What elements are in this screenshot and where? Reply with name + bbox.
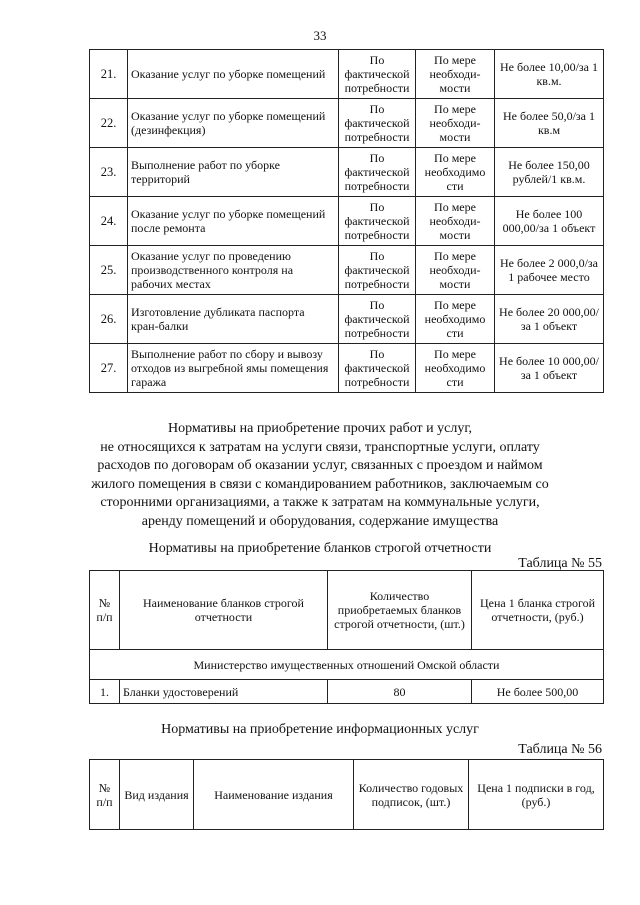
table55-label: Таблица № 55 [518,556,602,571]
row-basis: По фактической потребности [339,295,416,344]
header-price: Цена 1 бланка строгой отчетности, (руб.) [472,571,604,650]
row-price: Не более 10,00/за 1 кв.м. [495,50,604,99]
header-qty: Количество приобретаемых бланков строгой отчетности, (шт.) [328,571,472,650]
row-basis: По фактической потребности [339,50,416,99]
section-heading-line: сторонними организациями, а также к затратам на коммунальные услуги, [100,495,540,510]
header-price: Цена 1 подписки в год, (руб.) [469,760,604,830]
row-frequency: По мере необходи-мости [416,197,495,246]
row-num: 25. [90,246,128,295]
section-heading-line: не относящихся к затратам на услуги связи, транспортные услуги, оплату [100,439,540,455]
table56-label: Таблица № 56 [518,742,602,757]
row-num: 23. [90,148,128,197]
row-basis: По фактической потребности [339,148,416,197]
row-frequency: По мере необходи-мости [416,50,495,99]
header-name: Наименование издания [194,760,354,830]
table-row [90,344,604,393]
row-price: Не более 2 000,0/за 1 рабочее место [495,246,604,295]
table-56 [89,759,604,830]
row-frequency: По мере необходи-мости [416,99,495,148]
table-55 [89,570,604,704]
row-name: Оказание услуг по уборке помещений (дезинфекция) [128,99,339,148]
table56-heading: Нормативы на приобретение информационных услуг [161,722,479,737]
row-price: Не более 500,00 [472,680,604,704]
row-name: Изготовление дубликата паспорта кран-балки [128,295,339,344]
table-row [90,50,604,99]
row-frequency: По мере необходимо сти [416,344,495,393]
header-type: Вид издания [120,760,194,830]
row-name: Выполнение работ по уборке территорий [128,148,339,197]
section-heading-line: Нормативы на приобретение прочих работ и услуг, [168,421,472,436]
row-qty: 80 [328,680,472,704]
section-heading [60,420,580,531]
row-frequency: По мере необходимо сти [416,295,495,344]
row-name: Оказание услуг по уборке помещений [128,50,339,99]
table55-heading: Нормативы на приобретение бланков строгой отчетности [148,541,492,556]
row-num: 27. [90,344,128,393]
section-heading-line: аренду помещений и оборудования, содержание имущества [141,513,499,529]
continuation-table [89,49,604,393]
page-number: 33 [313,28,327,43]
table-row [90,246,604,295]
row-num: 21. [90,50,128,99]
table-row [90,197,604,246]
row-price: Не более 100 000,00/за 1 объект [495,197,604,246]
table-row [90,99,604,148]
row-basis: По фактической потребности [339,197,416,246]
row-price: Не более 150,00 рублей/1 кв.м. [495,148,604,197]
row-basis: По фактической потребности [339,246,416,295]
row-name: Оказание услуг по уборке помещений после ремонта [128,197,339,246]
row-num: 24. [90,197,128,246]
row-price: Не более 20 000,00/за 1 объект [495,295,604,344]
row-basis: По фактической потребности [339,99,416,148]
row-num: 22. [90,99,128,148]
row-price: Не более 50,0/за 1 кв.м [495,99,604,148]
row-num: 1. [90,680,120,704]
header-num: № п/п [90,571,120,650]
row-name: Оказание услуг по проведению производственного контроля на рабочих местах [128,246,339,295]
row-basis: По фактической потребности [339,344,416,393]
row-frequency: По мере необходи-мости [416,246,495,295]
table-row [90,295,604,344]
header-num: № п/п [90,760,120,830]
row-name: Выполнение работ по сбору и вывозу отходов из выгребной ямы помещения гаража [128,344,339,393]
group-row: Министерство имущественных отношений Омской области [90,650,604,680]
section-heading-line: жилого помещения в связи с командированием работников, заключаемым со [91,476,549,492]
row-frequency: По мере необходимо сти [416,148,495,197]
header-qty: Количество годовых подписок, (шт.) [354,760,469,830]
row-name: Бланки удостоверений [120,680,328,704]
section-heading-line: расходов по договорам об оказании услуг, связанных с проездом и наймом [97,458,543,473]
table-row [90,148,604,197]
row-price: Не более 10 000,00/за 1 объект [495,344,604,393]
row-num: 26. [90,295,128,344]
header-name: Наименование бланков строгой отчетности [120,571,328,650]
